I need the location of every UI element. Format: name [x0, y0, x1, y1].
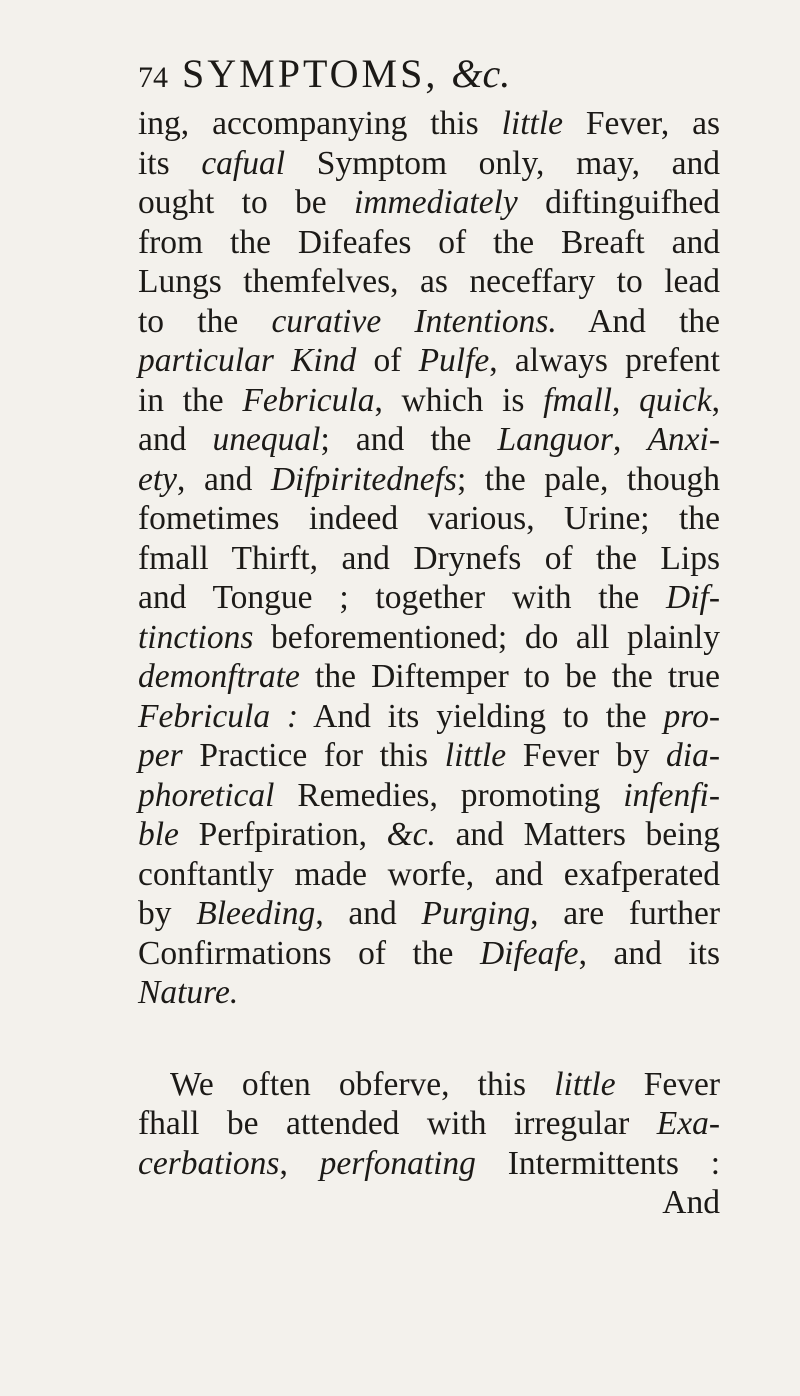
text-run: , are further [530, 895, 720, 932]
text-run: ; the pale, though [456, 460, 720, 498]
italic-text: infenfi- [623, 776, 720, 814]
italic-text: Febricula : [138, 697, 299, 735]
text-line [138, 420, 720, 460]
text-run: from the Difeafes of the Breaft and [138, 223, 720, 261]
text-run: , [279, 1144, 320, 1182]
text-line [138, 341, 720, 381]
text-line [138, 657, 720, 697]
italic-text: quick [639, 381, 712, 419]
text-line [138, 894, 720, 934]
italic-text: tinctions [138, 618, 254, 656]
text-run: , which is [374, 381, 544, 419]
text-line [138, 499, 720, 539]
text-run: Fever, as [563, 105, 720, 142]
text-run: diftinguifhed [517, 184, 720, 221]
text-run: And its yielding to the [298, 697, 664, 735]
paragraph-1 [138, 104, 720, 1013]
italic-text: cafual [201, 144, 286, 182]
text-run: We often obferve, this [170, 1065, 555, 1103]
text-run: Confirmations of the [138, 934, 480, 972]
italic-text: perfonating [319, 1144, 476, 1182]
italic-text: Febricula [242, 381, 375, 419]
italic-text: unequal [212, 421, 321, 458]
text-line [138, 262, 720, 302]
text-run: ing, accompanying this [138, 105, 502, 142]
italic-text: little [444, 737, 507, 774]
text-run: Intermittents : [475, 1144, 720, 1182]
italic-text: per [138, 737, 183, 774]
text-run: and [138, 421, 213, 458]
italic-text: fmall [543, 381, 613, 419]
text-run: ; and the [320, 421, 498, 458]
paragraph-gap [138, 1013, 720, 1065]
text-line [138, 855, 720, 895]
running-title-etc: &c. [451, 51, 511, 96]
text-run: and Tongue ; together with the [138, 579, 667, 616]
text-line [138, 697, 720, 737]
italic-text: &c. [386, 816, 436, 853]
text-run: Remedies, promoting [274, 776, 624, 814]
text-run: , [612, 381, 640, 419]
text-run: by [138, 895, 197, 932]
text-run: conftantly made worfe, and exafperated [138, 855, 720, 893]
text-run: ought to be [138, 184, 355, 221]
text-run: fmall Thirft, and Drynefs of the Lips [138, 539, 720, 577]
italic-text: curative Intentions. [271, 302, 557, 340]
text-run: beforementioned; do all plainly [253, 618, 720, 656]
text-run: Fever by [506, 737, 667, 774]
italic-text: Pulfe [418, 342, 490, 379]
text-line [138, 1144, 720, 1184]
text-line [138, 934, 720, 974]
text-line [138, 539, 720, 579]
italic-text: Exa- [656, 1105, 720, 1142]
italic-text: little [501, 105, 563, 142]
text-run: Symptom only, may, and [285, 144, 720, 182]
paragraph-2 [138, 1065, 720, 1184]
text-run: its [138, 144, 202, 182]
text-run: , and [177, 460, 271, 498]
text-run: Lungs themfelves, as neceffary to lead [138, 263, 720, 300]
italic-text: Difpiritednefs [270, 460, 457, 498]
italic-text: demonftrate [138, 658, 300, 695]
text-run: the Diftemper to be the true [299, 658, 720, 695]
text-run: , and [315, 895, 422, 932]
text-line [138, 104, 720, 144]
text-line [138, 815, 720, 855]
text-run: , [612, 421, 648, 458]
italic-text: Dif- [666, 579, 720, 616]
text-line [138, 144, 720, 184]
text-run: to the [138, 302, 272, 340]
text-run: And the [556, 302, 720, 340]
text-line [138, 460, 720, 500]
text-run: Perfpiration, [178, 816, 387, 853]
text-line [138, 736, 720, 776]
italic-text: pro- [663, 697, 720, 735]
text-line [138, 1104, 720, 1144]
text-line [138, 973, 720, 1013]
text-run: Practice for this [182, 737, 445, 774]
italic-text: dia- [666, 737, 720, 774]
text-run: and Matters being [435, 816, 720, 853]
text-run: in the [138, 381, 243, 419]
italic-text: cerbations [138, 1144, 280, 1182]
italic-text: Anxi- [647, 421, 721, 458]
italic-text: immediately [354, 184, 518, 221]
text-line [138, 776, 720, 816]
running-head [138, 50, 510, 102]
text-line [138, 1065, 720, 1105]
running-title: SYMPTOMS, [182, 51, 439, 96]
italic-text: Bleeding [196, 895, 316, 932]
text-run: , and its [578, 934, 721, 972]
italic-text: phoretical [138, 776, 275, 814]
page-number: 74 [138, 61, 168, 94]
italic-text: Difeafe [479, 934, 579, 972]
italic-text: particular Kind [138, 342, 357, 379]
text-line [138, 618, 720, 658]
catchword: And [662, 1184, 720, 1221]
text-run: , [711, 381, 721, 419]
italic-text: ble [138, 816, 179, 853]
text-line [138, 578, 720, 618]
italic-text: Purging [421, 895, 531, 932]
italic-text: little [554, 1065, 616, 1103]
text-line [138, 183, 720, 223]
text-line [138, 302, 720, 342]
text-run: , always prefent [489, 342, 720, 379]
body-text [138, 104, 720, 1223]
text-run: fometimes indeed various, Urine; the [138, 500, 720, 537]
italic-text: ety [138, 460, 178, 498]
text-line [138, 223, 720, 263]
text-line [138, 381, 720, 421]
italic-text: Nature. [138, 974, 239, 1011]
text-run: Fever [615, 1065, 721, 1103]
text-run: of [356, 342, 419, 379]
italic-text: Languor [497, 421, 613, 458]
text-run: fhall be attended with irregular [138, 1105, 657, 1142]
